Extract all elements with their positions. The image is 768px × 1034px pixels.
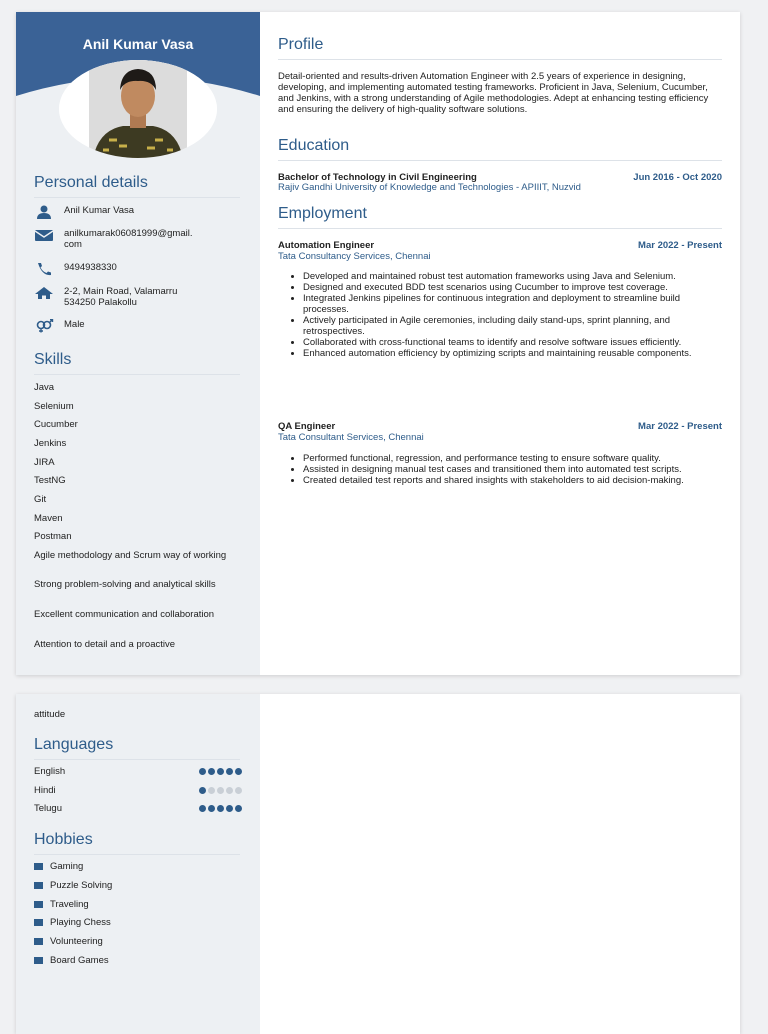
email-icon [34,228,54,242]
hobby-item [34,955,109,966]
personal-name: Anil Kumar Vasa [64,205,135,216]
language-level [199,805,242,812]
hobby-label: Volunteering [50,936,103,947]
level-dot [235,768,242,775]
job-bullet: • Developed and maintained robust test automation frameworks using Java and Selenium. [303,272,722,283]
education-degree: Bachelor of Technology in Civil Engineering [278,172,477,183]
personal-details-title: Personal details [34,174,240,198]
level-dot [226,768,233,775]
main-content [260,12,740,675]
job-company: Tata Consultant Services, Chennai [278,432,424,443]
job-bullet: • Designed and executed BDD test scenarios using Cucumber to improve test coverage. [303,283,722,294]
gender-icon [34,319,54,333]
hobby-item [34,936,103,947]
level-dot [208,787,215,794]
personal-phone[interactable]: 9494938330 [64,262,117,273]
resume-page-1 [16,12,740,675]
skill-item-continued: attitude [34,709,66,720]
level-dot [217,768,224,775]
hobby-label: Board Games [50,955,109,966]
personal-email-row [34,228,192,250]
hobby-item [34,899,89,910]
language-name: Telugu [34,803,62,814]
profile-title: Profile [278,36,722,60]
personal-name-row [34,205,134,219]
user-icon [34,205,54,219]
job-dates: Mar 2022 - Present [638,421,722,432]
level-dot [199,805,206,812]
skill-item: Excellent communication and collaboration [34,609,215,620]
employment-title: Employment [278,205,722,229]
job-bullet: • Collaborated with cross-functional teams to identify and resolve software issues efficiently. [303,338,722,349]
bullet-square-icon [34,938,43,945]
job-bullet: • Integrated Jenkins pipelines for continuous integration and deployment to streamline build processes. [303,294,722,315]
bullet-square-icon [34,919,43,926]
hobby-label: Traveling [50,899,89,910]
sidebar [16,694,260,1034]
job-header [278,240,722,251]
bullet-square-icon [34,901,43,908]
language-row [34,803,242,814]
bullet-square-icon [34,882,43,889]
education-dates: Jun 2016 - Oct 2020 [633,172,722,183]
skills-title: Skills [34,351,240,375]
personal-phone-row [34,262,117,276]
skill-item: Agile methodology and Scrum way of working [34,550,227,561]
personal-email[interactable]: anilkumarak06081999@gmail. com [64,228,193,250]
resume-page-2 [16,694,740,1034]
language-row [34,785,242,796]
skill-item: Java [34,382,55,393]
education-title: Education [278,137,722,161]
skill-item: Cucumber [34,419,78,430]
job-bullet-list [278,454,722,488]
job-dates: Mar 2022 - Present [638,240,722,251]
language-level [199,768,242,775]
education-school: Rajiv Gandhi University of Knowledge and Technologies - APIIIT, Nuzvid [278,182,581,193]
job-bullet-list [278,272,722,361]
job-bullet: • Enhanced automation efficiency by optimizing scripts and maintaining reusable components. [303,349,722,360]
job-bullet: • Assisted in designing manual test cases and transitioned them into automated test scripts. [303,465,722,476]
level-dot [235,805,242,812]
profile-summary: Detail-oriented and results-driven Automation Engineer with 2.5 years of experience in designing, developing, and implementing automated testing frameworks. Proficient in Java, Selenium, Cucumber, and Jenkins, with a strong understanding of Agile methodologies. Adept at enhancing testing efficiency and ensuring the delivery of high-quality software solutions. [278,71,709,115]
job-title: Automation Engineer [278,240,375,251]
level-dot [208,805,215,812]
language-level [199,787,242,794]
personal-address-row [34,286,177,308]
job-bullet: • Actively participated in Agile ceremonies, including daily stand-ups, sprint planning, and retrospectives. [303,316,722,337]
skill-item: Jenkins [34,438,67,449]
job-header [278,421,722,432]
skill-item: Maven [34,513,63,524]
profile-photo [59,60,217,158]
level-dot [199,787,206,794]
phone-icon [34,262,54,276]
hobby-item [34,861,83,872]
skill-item: JIRA [34,457,55,468]
job-bullet: • Performed functional, regression, and performance testing to ensure software quality. [303,454,722,465]
job-title: QA Engineer [278,421,336,432]
skill-item: Postman [34,531,72,542]
language-row [34,766,242,777]
language-name: Hindi [34,785,56,796]
bullet-square-icon [34,957,43,964]
personal-address: 2-2, Main Road, Valamarru 534250 Palakollu [64,286,178,308]
sidebar [16,12,260,675]
level-dot [199,768,206,775]
level-dot [226,787,233,794]
skill-item: Selenium [34,401,74,412]
hobbies-title: Hobbies [34,831,240,855]
skill-item: Git [34,494,47,505]
personal-gender: Male [64,319,85,330]
hobby-label: Playing Chess [50,917,111,928]
level-dot [217,805,224,812]
skill-item: Strong problem-solving and analytical skills [34,579,216,590]
skill-item: TestNG [34,475,66,486]
level-dot [208,768,215,775]
hobby-item [34,880,112,891]
hobby-item [34,917,111,928]
job-company: Tata Consultancy Services, Chennai [278,251,431,262]
personal-gender-row [34,319,85,333]
hobby-label: Puzzle Solving [50,880,113,891]
level-dot [235,787,242,794]
bullet-square-icon [34,863,43,870]
languages-title: Languages [34,736,240,760]
language-name: English [34,766,66,777]
level-dot [226,805,233,812]
home-icon [34,286,54,300]
candidate-name: Anil Kumar Vasa [82,36,194,52]
skill-item: Attention to detail and a proactive [34,639,176,650]
level-dot [217,787,224,794]
job-bullet: • Created detailed test reports and shared insights with stakeholders to aid decision-making. [303,476,722,487]
hobby-label: Gaming [50,861,84,872]
